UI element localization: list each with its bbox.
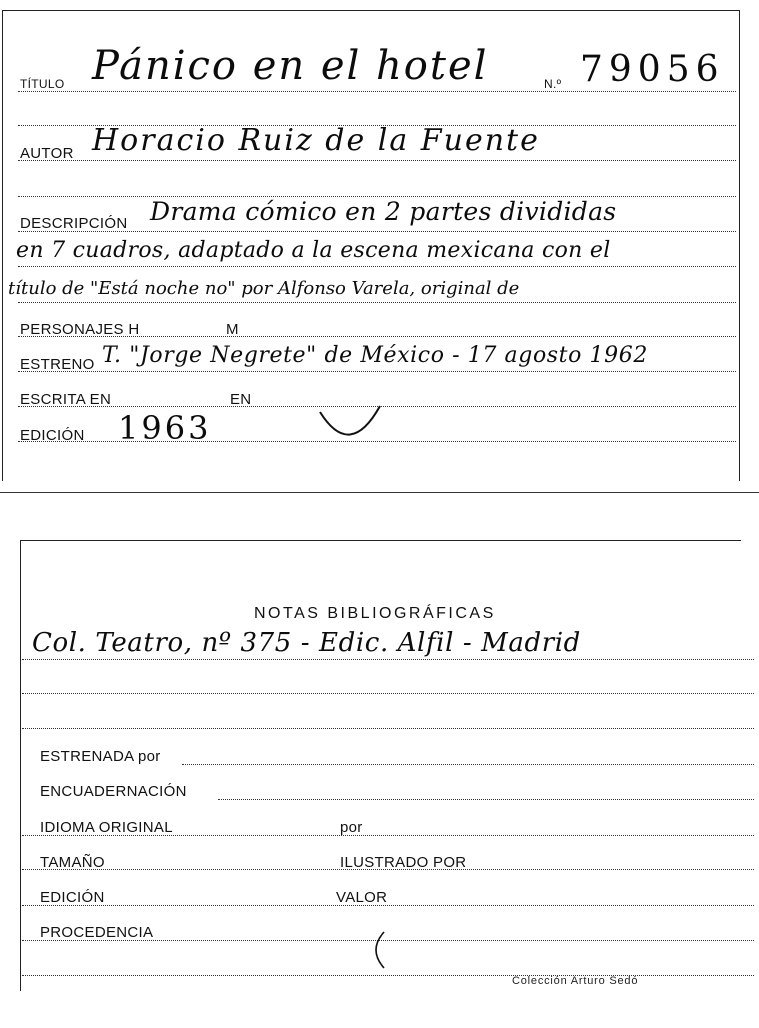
- personajes-label: PERSONAJES H: [20, 321, 140, 338]
- rule-autor: [18, 160, 736, 161]
- rule-b10: [22, 975, 754, 976]
- valor-label: VALOR: [336, 889, 388, 906]
- edicion-value: 1963: [118, 409, 212, 447]
- rule-titulo: [18, 91, 736, 92]
- rule-encuadernacion: [218, 799, 754, 800]
- numero-value: 79056: [580, 49, 725, 90]
- tamano-label: TAMAÑO: [40, 854, 105, 871]
- titulo-label: TÍTULO: [20, 77, 65, 91]
- ilustrado-label: ILUSTRADO POR: [340, 854, 467, 871]
- estrenada-label: ESTRENADA por: [40, 748, 161, 765]
- descripcion-label: DESCRIPCIÓN: [20, 215, 128, 232]
- punch-hole-mark: [310, 398, 390, 448]
- punch-hole-mark-bottom: [366, 928, 396, 972]
- card-separator: [0, 492, 759, 493]
- estreno-label: ESTRENO: [20, 356, 95, 373]
- encuadernacion-label: ENCUADERNACIÓN: [40, 783, 187, 800]
- autor-label: AUTOR: [20, 145, 74, 162]
- rule-b2: [22, 693, 754, 694]
- descripcion-line-3: título de "Está noche no" por Alfonso Varela, original de: [8, 278, 520, 299]
- edicion-label: EDICIÓN: [20, 427, 85, 444]
- rule-estreno: [18, 371, 736, 372]
- numero-label: N.º: [544, 77, 562, 91]
- rule-estrenada: [182, 764, 754, 765]
- rule-descripcion-2: [18, 266, 736, 267]
- coleccion-footer: Colección Arturo Sedó: [512, 975, 639, 987]
- rule-nota: [22, 659, 754, 660]
- escrita-label: ESCRITA EN: [20, 391, 112, 408]
- titulo-value: Pánico en el hotel: [92, 43, 489, 89]
- rule-edicion-b: [22, 905, 754, 906]
- procedencia-label: PROCEDENCIA: [40, 924, 154, 941]
- idioma-label: IDIOMA ORIGINAL: [40, 819, 173, 836]
- personajes-m-label: M: [226, 321, 239, 338]
- estreno-value: T. "Jorge Negrete" de México - 17 agosto 1962: [102, 343, 648, 368]
- rule-descripcion-3: [18, 302, 736, 303]
- idioma-por-label: por: [340, 819, 363, 836]
- nota-value: Col. Teatro, nº 375 - Edic. Alfil - Madrid: [32, 628, 581, 658]
- autor-value: Horacio Ruiz de la Fuente: [92, 123, 540, 158]
- rule-b3: [22, 728, 754, 729]
- descripcion-line-1: Drama cómico en 2 partes divididas: [150, 197, 617, 226]
- descripcion-line-2: en 7 cuadros, adaptado a la escena mexicana con el: [16, 238, 611, 263]
- escrita-en-label: EN: [230, 391, 252, 408]
- edicion-b-label: EDICIÓN: [40, 889, 105, 906]
- notas-heading: NOTAS BIBLIOGRÁFICAS: [254, 605, 496, 622]
